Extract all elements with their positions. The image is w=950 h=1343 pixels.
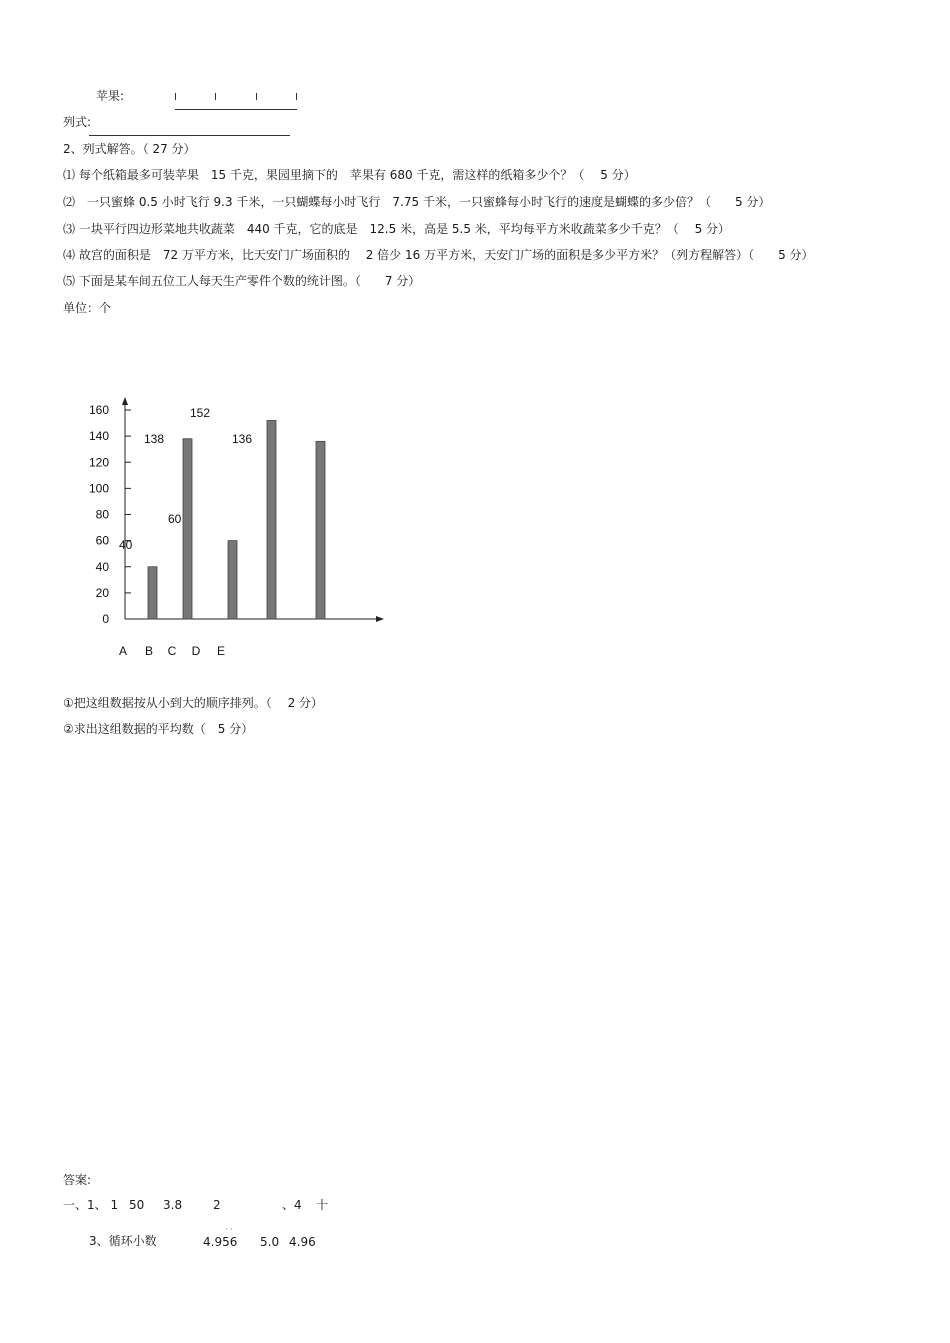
y-tick-label: 120 xyxy=(88,455,109,470)
question-3: ⑶ 一块平行四边形菜地共收蔬菜 440 千克，它的底是 12.5 米，高是 5.5 米，平均每平方米收蔬菜多少千克？（ 5 分） xyxy=(63,222,731,236)
y-tick-label: 140 xyxy=(88,429,109,444)
x-category-labels xyxy=(119,644,225,658)
answer-value: 3.8 xyxy=(163,1198,183,1212)
answer-value: 4.96 xyxy=(289,1235,316,1249)
subquestion-1: ①把这组数据按从小到大的顺序排列。（ 2 分） xyxy=(63,696,324,710)
x-category-label: E xyxy=(216,644,226,658)
question-1: ⑴ 每个纸箱最多可装苹果 15 千克，果园里摘下的 苹果有 680 千克，需这样的纸箱多少个？（ 5 分） xyxy=(63,168,636,182)
number-line-tick xyxy=(215,93,216,100)
bar-C xyxy=(228,541,237,619)
question-4: ⑷ 故宫的面积是 72 万平方米，比天安门广场面积的 2 倍少 16 万平方米，天安门广场的面积是多少平方米？（列方程解答）（ 5 分） xyxy=(63,248,814,262)
y-tick-label: 100 xyxy=(88,481,109,496)
y-tick-label: 80 xyxy=(95,507,109,522)
answer-value: 5.0 xyxy=(260,1235,280,1249)
subquestion-2: ②求出这组数据的平均数（ 5 分） xyxy=(63,722,254,736)
answer-value: 50 xyxy=(129,1198,145,1212)
answer-value: 2 xyxy=(213,1198,221,1212)
answers-heading: 答案: xyxy=(63,1173,92,1187)
x-category-label: A xyxy=(118,644,128,658)
data-label: 40 xyxy=(119,538,133,552)
answer-value: 、4 xyxy=(282,1198,302,1212)
number-line-tick xyxy=(256,93,257,100)
section-heading: 2、列式解答。（ 27 分） xyxy=(63,142,196,156)
formula-blank-line xyxy=(89,135,290,136)
number-line-tick xyxy=(296,93,297,100)
formula-label: 列式: xyxy=(63,115,92,129)
y-tick-labels xyxy=(89,403,109,626)
question-5: ⑸ 下面是某车间五位工人每天生产零件个数的统计图。（ 7 分） xyxy=(63,274,421,288)
answer-value: 4.956 xyxy=(203,1235,238,1249)
bar-D xyxy=(267,420,276,619)
x-category-label: D xyxy=(191,644,201,658)
answer-line3-label: 3、循环小数 xyxy=(89,1234,157,1248)
answer-value: 十 xyxy=(316,1198,329,1212)
bar-E xyxy=(316,441,325,619)
answer-line1-prefix: 一、1、 1 xyxy=(63,1198,119,1212)
bar-B xyxy=(183,439,192,619)
chart-axes xyxy=(122,397,384,622)
data-label: 152 xyxy=(190,406,211,420)
repeating-decimal-dots: · · xyxy=(225,1225,233,1234)
unit-label: 单位：个 xyxy=(63,301,112,315)
apple-label: 苹果: xyxy=(96,89,125,103)
y-tick-label: 60 xyxy=(95,533,109,548)
data-label: 138 xyxy=(144,432,165,446)
data-label: 136 xyxy=(232,432,253,446)
apple-blank-line xyxy=(175,109,297,110)
question-2: ⑵ 一只蜜蜂 0.5 小时飞行 9.3 千米，一只蝴蝶每小时飞行 7.75 千米，一只蜜蜂每小时飞行的速度是蝴蝶的多少倍？（ 5 分） xyxy=(63,195,771,209)
y-axis-arrow xyxy=(122,397,128,405)
number-line-tick xyxy=(175,93,176,100)
y-tick-label: 40 xyxy=(95,559,109,574)
bar-A xyxy=(148,567,157,619)
x-category-label: B xyxy=(144,644,154,658)
bar-chart xyxy=(60,380,400,670)
x-category-label: C xyxy=(167,644,177,658)
y-tick-label: 0 xyxy=(102,612,109,626)
y-tick-label: 160 xyxy=(88,403,109,417)
data-label: 60 xyxy=(168,512,182,526)
y-tick-label: 20 xyxy=(95,585,109,600)
x-axis-arrow xyxy=(376,616,384,622)
